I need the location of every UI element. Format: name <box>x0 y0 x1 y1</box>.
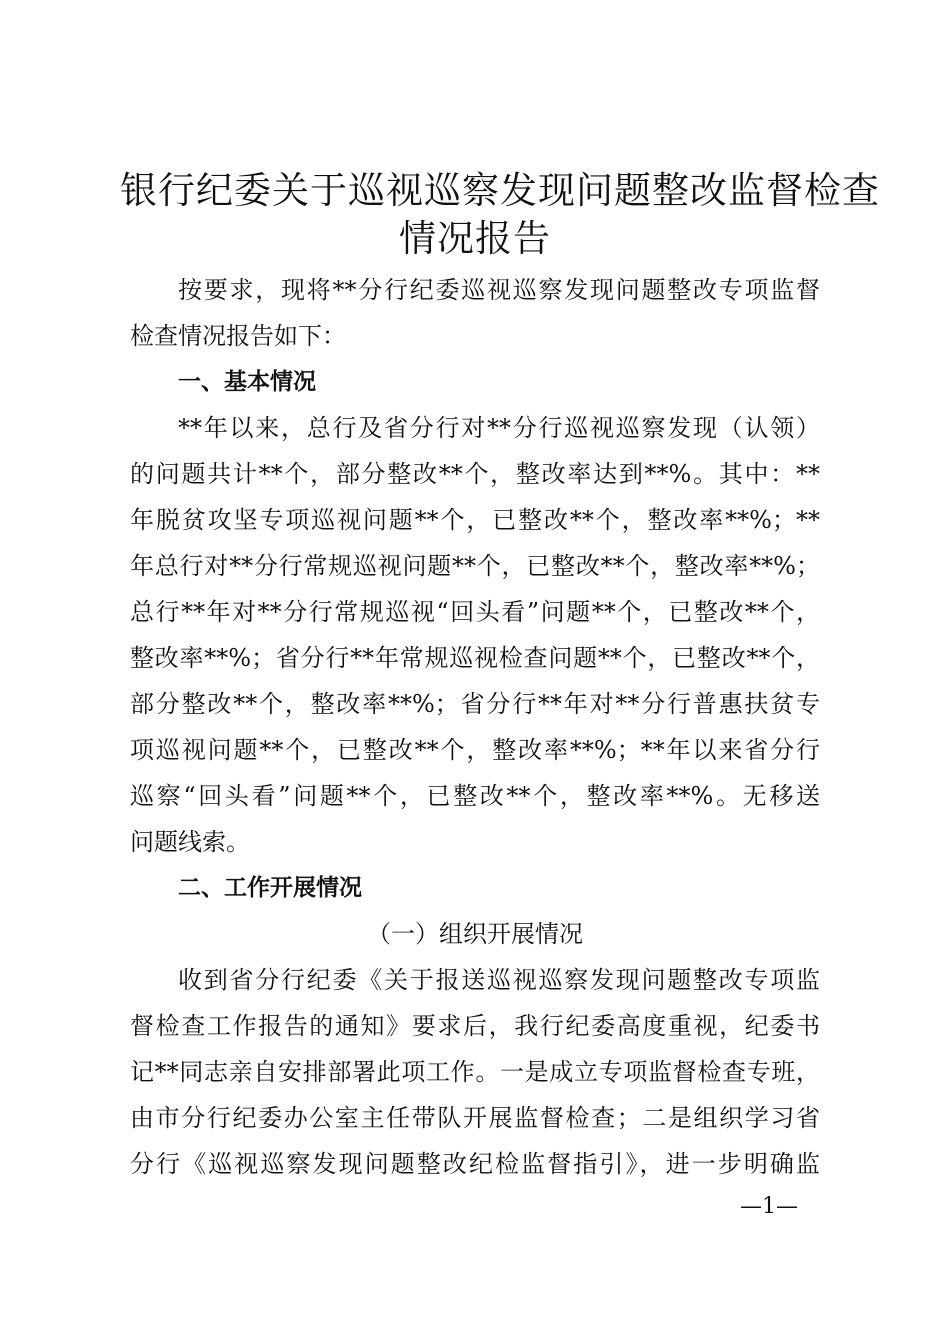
section-heading-basic-situation: 一、基本情况 <box>178 369 316 395</box>
document-title-line-1: 银行纪委关于巡视巡察发现问题整改监督检查 <box>120 169 880 212</box>
paragraph-line: 由市分行纪委办公室主任带队开展监督检查；二是组织学习省 <box>130 1104 820 1132</box>
subsection-heading-organization: （一）组织开展情况 <box>367 920 583 948</box>
paragraph-line: 年总行对**分行常规巡视问题**个，已整改**个，整改率**%； <box>130 552 820 580</box>
page-number: —1— <box>740 1194 798 1219</box>
paragraph-line: 分行《巡视巡察发现问题整改纪检监督指引》，进一步明确监 <box>130 1150 820 1178</box>
paragraph-line: 督检查工作报告的通知》要求后，我行纪委高度重视，纪委书 <box>130 1012 820 1040</box>
paragraph-line: 总行**年对**分行常规巡视“回头看”问题**个，已整改**个， <box>130 598 820 626</box>
paragraph-line: 整改率**%；省分行**年常规巡视检查问题**个，已整改**个， <box>130 644 820 672</box>
paragraph-line: 项巡视问题**个，已整改**个，整改率**%；**年以来省分行 <box>130 736 820 764</box>
paragraph-line: 记**同志亲自安排部署此项工作。一是成立专项监督检查专班， <box>130 1058 820 1086</box>
paragraph-line: **年以来，总行及省分行对**分行巡视巡察发现（认领） <box>178 414 820 442</box>
section-heading-work-progress: 二、工作开展情况 <box>178 875 362 901</box>
intro-line: 按要求，现将**分行纪委巡视巡察发现问题整改专项监督 <box>178 276 820 304</box>
paragraph-line: 部分整改**个，整改率**%；省分行**年对**分行普惠扶贫专 <box>130 690 820 718</box>
document-title-line-2: 情况报告 <box>399 217 551 260</box>
intro-line: 检查情况报告如下： <box>130 322 346 350</box>
paragraph-line: 的问题共计**个，部分整改**个，整改率达到**%。其中：** <box>130 460 820 488</box>
paragraph-line: 年脱贫攻坚专项巡视问题**个，已整改**个，整改率**%；** <box>130 506 820 534</box>
paragraph-line: 问题线索。 <box>130 828 250 856</box>
paragraph-line: 收到省分行纪委《关于报送巡视巡察发现问题整改专项监 <box>178 966 820 994</box>
paragraph-line: 巡察“回头看”问题**个，已整改**个，整改率**%。无移送 <box>130 782 820 810</box>
